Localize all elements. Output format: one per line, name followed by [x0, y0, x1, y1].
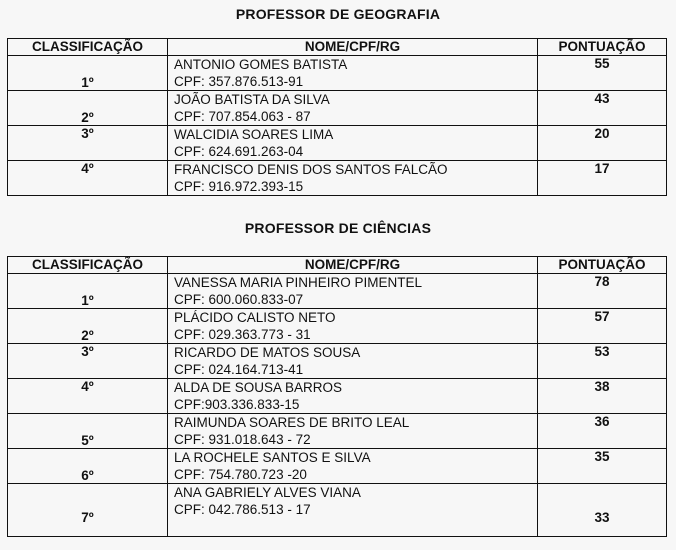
candidate-cpf: CPF: 024.164.713-41 — [174, 362, 304, 377]
table-row — [8, 161, 667, 196]
candidate-cpf: CPF: 029.363.773 - 31 — [174, 327, 311, 342]
candidate-cpf: CPF: 931.018.643 - 72 — [174, 432, 311, 447]
score-cell: 53 — [538, 344, 667, 379]
rank-cell: 7º — [8, 484, 168, 537]
name-cell — [168, 449, 538, 484]
table-header-row — [8, 39, 667, 56]
rank-cell: 3º — [8, 126, 168, 161]
results-table-geografia — [7, 38, 667, 196]
candidate-name: ANTONIO GOMES BATISTA — [174, 57, 348, 72]
candidate-cpf: CPF: 357.876.513-91 — [174, 74, 304, 89]
table-row — [8, 309, 667, 344]
candidate-cpf: CPF: 916.972.393-15 — [174, 179, 304, 194]
candidate-cpf: CPF: 624.691.263-04 — [174, 144, 304, 159]
table-header-row — [8, 257, 667, 274]
header-classificacao: CLASSIFICAÇÃO — [8, 39, 168, 56]
name-cell — [168, 379, 538, 414]
name-cell — [168, 126, 538, 161]
name-cell — [168, 274, 538, 309]
rank-cell: 5º — [8, 414, 168, 449]
header-classificacao: CLASSIFICAÇÃO — [8, 257, 168, 274]
candidate-cpf: CPF:903.336.833-15 — [174, 397, 300, 412]
table-row — [8, 91, 667, 126]
name-cell — [168, 91, 538, 126]
table-row — [8, 484, 667, 537]
candidate-name: RICARDO DE MATOS SOUSA — [174, 345, 361, 360]
rank-cell: 4º — [8, 161, 168, 196]
candidate-name: LA ROCHELE SANTOS E SILVA — [174, 450, 371, 465]
results-table-ciencias — [7, 256, 667, 537]
score-cell: 17 — [538, 161, 667, 196]
candidate-name: VANESSA MARIA PINHEIRO PIMENTEL — [174, 275, 423, 290]
table-row — [8, 56, 667, 91]
score-cell: 35 — [538, 449, 667, 484]
header-pontuacao: PONTUAÇÃO — [538, 257, 667, 274]
header-nome-cpf-rg: NOME/CPF/RG — [168, 257, 538, 274]
table-row — [8, 379, 667, 414]
header-pontuacao: PONTUAÇÃO — [538, 39, 667, 56]
score-cell: 55 — [538, 56, 667, 91]
score-cell: 36 — [538, 414, 667, 449]
candidate-name: RAIMUNDA SOARES DE BRITO LEAL — [174, 415, 410, 430]
name-cell — [168, 484, 538, 537]
name-cell — [168, 414, 538, 449]
score-cell: 20 — [538, 126, 667, 161]
rank-cell: 6º — [8, 449, 168, 484]
score-cell: 33 — [538, 484, 667, 537]
table-row — [8, 274, 667, 309]
score-cell: 78 — [538, 274, 667, 309]
rank-cell: 2º — [8, 309, 168, 344]
score-cell: 43 — [538, 91, 667, 126]
rank-cell: 4º — [8, 379, 168, 414]
candidate-cpf: CPF: 042.786.513 - 17 — [174, 502, 311, 517]
rank-cell: 2º — [8, 91, 168, 126]
table-row — [8, 344, 667, 379]
section-title-geografia: PROFESSOR DE GEOGRAFIA — [235, 6, 441, 22]
score-cell: 57 — [538, 309, 667, 344]
score-cell: 38 — [538, 379, 667, 414]
candidate-name: ANA GABRIELY ALVES VIANA — [174, 485, 361, 500]
section-title-ciencias: PROFESSOR DE CIÊNCIAS — [244, 220, 432, 236]
candidate-name: WALCIDIA SOARES LIMA — [174, 127, 334, 142]
candidate-cpf: CPF: 707.854.063 - 87 — [174, 109, 311, 124]
candidate-name: JOÃO BATISTA DA SILVA — [174, 92, 330, 107]
table-row — [8, 449, 667, 484]
table-row — [8, 126, 667, 161]
candidate-cpf: CPF: 600.060.833-07 — [174, 292, 304, 307]
table-row — [8, 414, 667, 449]
candidate-name: PLÁCIDO CALISTO NETO — [174, 310, 336, 325]
name-cell — [168, 309, 538, 344]
candidate-name: ALDA DE SOUSA BARROS — [174, 380, 343, 395]
rank-cell: 1º — [8, 56, 168, 91]
header-nome-cpf-rg: NOME/CPF/RG — [168, 39, 538, 56]
candidate-cpf: CPF: 754.780.723 -20 — [174, 467, 307, 482]
rank-cell: 1º — [8, 274, 168, 309]
name-cell — [168, 344, 538, 379]
candidate-name: FRANCISCO DENIS DOS SANTOS FALCÃO — [174, 162, 448, 177]
name-cell — [168, 56, 538, 91]
name-cell — [168, 161, 538, 196]
rank-cell: 3º — [8, 344, 168, 379]
